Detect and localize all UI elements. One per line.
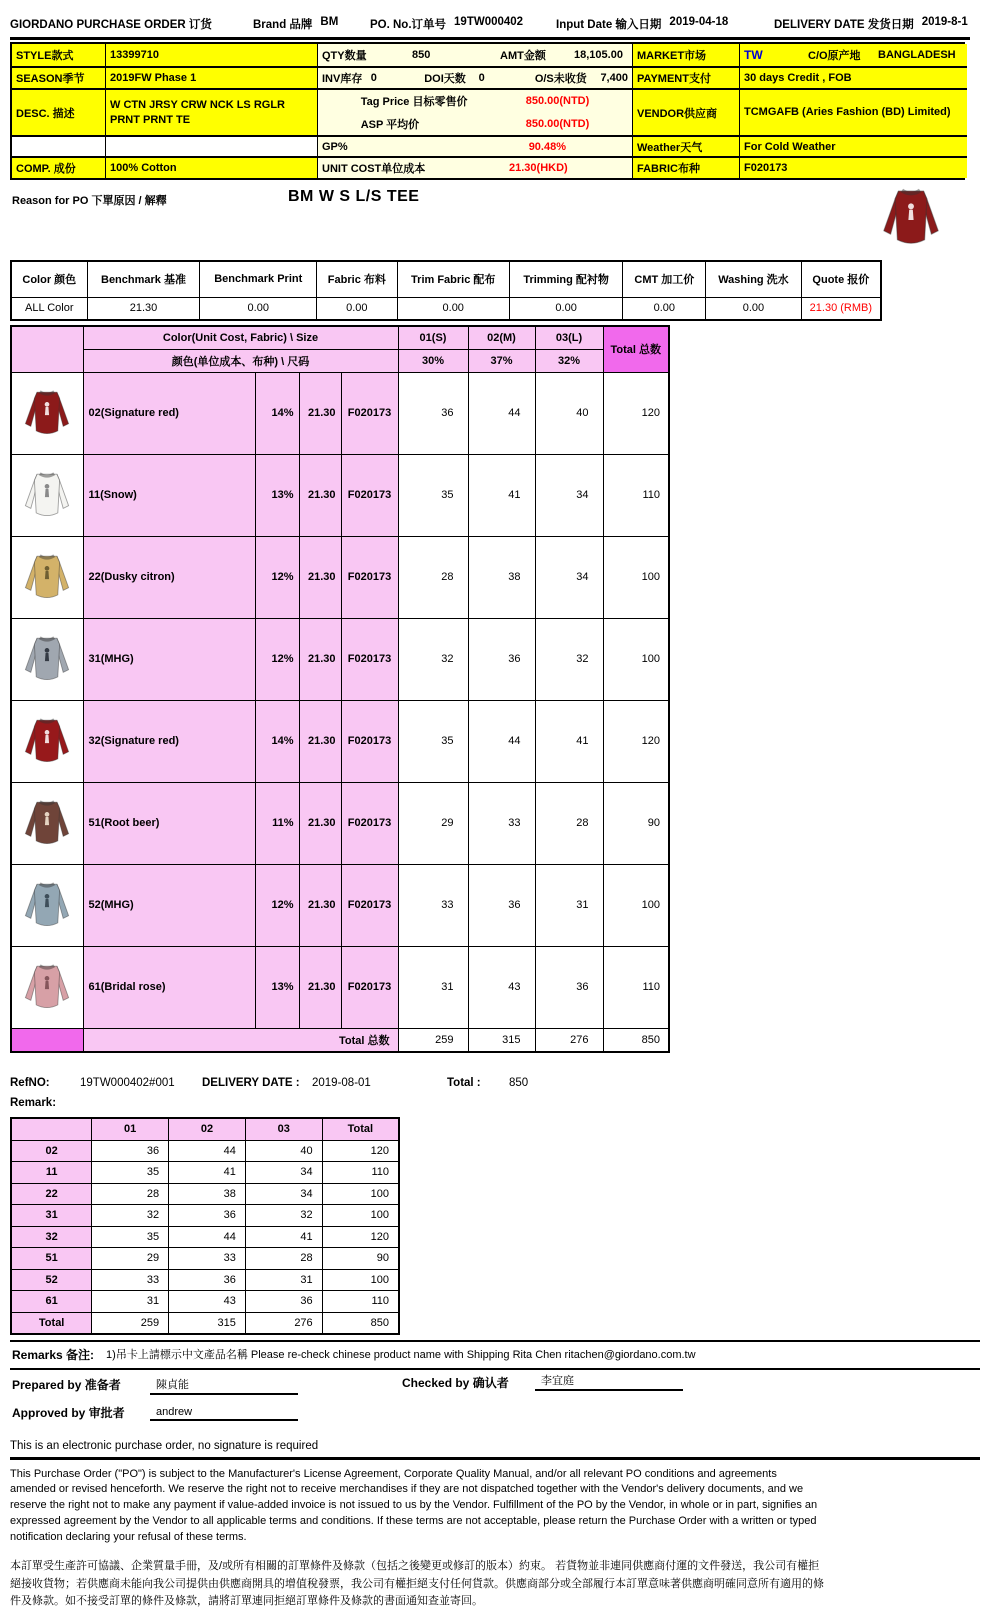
asp-value: 850.00(NTD) (525, 117, 590, 130)
benchmark-value-cell: 0.00 (623, 297, 706, 320)
payment-value: 30 days Credit , FOB (739, 66, 967, 88)
summary-value-cell: 100 (322, 1205, 399, 1227)
summary-value-cell: 41 (169, 1162, 246, 1184)
size-header: 02(M) (468, 326, 535, 349)
po-label: PO. No.订单号 (370, 19, 447, 31)
size-pct: 37% (468, 349, 535, 372)
summary-row (11, 1248, 399, 1270)
doi-label: DOI天数 (424, 73, 466, 85)
summary-value-cell: 28 (245, 1248, 322, 1270)
qty-cell: 32 (398, 618, 468, 700)
shirt-cell (11, 536, 83, 618)
size-header: 01(S) (398, 326, 468, 349)
shirt-image (18, 549, 76, 603)
qty-cell: 35 (398, 700, 468, 782)
unit-cost-cell: 21.30 (299, 536, 341, 618)
qty-cell: 34 (535, 536, 603, 618)
summary-value-cell: 29 (92, 1248, 169, 1270)
order-row (11, 618, 669, 700)
electronic-note: This is an electronic purchase order, no signature is required (10, 1439, 319, 1452)
total-row-label: Total 总数 (83, 1028, 398, 1052)
market-label: MARKET市场 (632, 44, 739, 66)
unit-cost-cell: 21.30 (299, 618, 341, 700)
order-total-row (11, 1028, 669, 1052)
unit-cost-cell: 21.30 (299, 864, 341, 946)
tag-price-value: 850.00(NTD) (525, 95, 590, 108)
remark-label: Remark: (10, 1097, 57, 1109)
summary-value-cell: 33 (169, 1248, 246, 1270)
blank-cell (12, 135, 105, 156)
document-title: GIORDANO PURCHASE ORDER 订货 (10, 19, 212, 31)
unit-cost-cell: 21.30 (299, 372, 341, 454)
summary-value-cell: 110 (322, 1162, 399, 1184)
blank-cell (105, 135, 317, 156)
summary-value-cell: 34 (245, 1162, 322, 1184)
brand-field (253, 16, 370, 32)
summary-row (11, 1312, 399, 1334)
shirt-cell (11, 946, 83, 1028)
summary-value-cell: 34 (245, 1183, 322, 1205)
percent-cell: 12% (255, 618, 299, 700)
delivery-date-label: DELIVERY DATE 发货日期 (774, 19, 914, 31)
percent-cell: 14% (255, 372, 299, 454)
order-row (11, 864, 669, 946)
gp-label: GP% (322, 140, 348, 153)
qty-cell: 40 (535, 372, 603, 454)
title-bar (10, 16, 970, 40)
total-qty-cell: 259 (398, 1028, 468, 1052)
color-name-cell: 31(MHG) (83, 618, 255, 700)
order-row (11, 946, 669, 1028)
qty-cell: 32 (535, 618, 603, 700)
qty-cell: 28 (398, 536, 468, 618)
summary-value-cell: 33 (92, 1269, 169, 1291)
row-total-cell: 120 (603, 700, 669, 782)
summary-row (11, 1183, 399, 1205)
fabric-value: F020173 (739, 156, 967, 178)
shirt-cell (11, 864, 83, 946)
gp-value: 90.48% (528, 140, 566, 153)
benchmark-value-cell: 0.00 (200, 297, 317, 320)
tag-price-label: Tag Price 目标零售价 (360, 96, 468, 109)
order-info-grid (10, 42, 965, 180)
color-size-header-cn: 颜色(单位成本、布种) \ 尺码 (83, 349, 398, 372)
benchmark-value-cell: 0.00 (509, 297, 623, 320)
ref-total-label: Total : (447, 1077, 481, 1089)
summary-value-cell: 44 (169, 1226, 246, 1248)
qty-cell: 41 (468, 454, 535, 536)
benchmark-data-row (11, 297, 881, 320)
qty-cell: 43 (468, 946, 535, 1028)
qty-cell: 31 (535, 864, 603, 946)
shirt-column-header (11, 326, 83, 372)
summary-value-cell: 100 (322, 1269, 399, 1291)
qty-cell: 33 (468, 782, 535, 864)
ref-delivery-value: 2019-08-01 (312, 1077, 371, 1089)
signature-section (10, 1374, 970, 1436)
fabric-code-cell: F020173 (341, 454, 398, 536)
inv-doi-os-cell (317, 66, 632, 88)
summary-value-cell: 100 (322, 1183, 399, 1205)
summary-value-cell: 28 (92, 1183, 169, 1205)
prepared-by-label: Prepared by 准备者 (12, 1377, 121, 1392)
fabric-code-cell: F020173 (341, 864, 398, 946)
order-header-row-1 (11, 326, 669, 349)
shirt-image (874, 182, 948, 250)
summary-code-cell: 32 (11, 1226, 92, 1248)
po-value: 19TW000402 (454, 16, 524, 28)
input-date-field (556, 16, 774, 32)
summary-header-cell: Total (322, 1118, 399, 1140)
benchmark-header-cell: Benchmark Print (200, 261, 317, 297)
input-date-value: 2019-04-18 (669, 16, 729, 28)
style-value: 13399710 (105, 44, 317, 66)
fabric-code-cell: F020173 (341, 536, 398, 618)
shirt-cell (11, 618, 83, 700)
summary-value-cell: 120 (322, 1140, 399, 1162)
summary-value-cell: 110 (322, 1291, 399, 1313)
percent-cell: 13% (255, 946, 299, 1028)
size-pct: 32% (535, 349, 603, 372)
percent-cell: 14% (255, 700, 299, 782)
size-pct: 30% (398, 349, 468, 372)
summary-value-cell: 31 (92, 1291, 169, 1313)
style-label: STYLE款式 (12, 44, 105, 66)
qty-label: QTY数量 (322, 50, 367, 62)
brand-label: Brand 品牌 (253, 19, 313, 31)
vendor-label: VENDOR供应商 (632, 88, 739, 135)
shirt-image (18, 959, 76, 1013)
summary-code-cell: 61 (11, 1291, 92, 1313)
market-value: TW (744, 48, 763, 62)
color-name-cell: 51(Root beer) (83, 782, 255, 864)
summary-code-cell: 22 (11, 1183, 92, 1205)
order-row (11, 372, 669, 454)
fabric-code-cell: F020173 (341, 372, 398, 454)
summary-value-cell: 36 (92, 1140, 169, 1162)
ref-line (10, 1077, 970, 1089)
summary-value-cell: 38 (169, 1183, 246, 1205)
summary-value-cell: 40 (245, 1140, 322, 1162)
vendor-value: TCMGAFB (Aries Fashion (BD) Limited) (739, 88, 967, 135)
benchmark-value-cell: 0.00 (317, 297, 398, 320)
market-co-cell (739, 44, 967, 66)
benchmark-header-cell: Washing 洗水 (706, 261, 802, 297)
shirt-image (18, 795, 76, 849)
summary-code-cell: 51 (11, 1248, 92, 1270)
summary-value-cell: 276 (245, 1312, 322, 1334)
desc-value: W CTN JRSY CRW NCK LS RGLR PRNT PRNT TE (105, 88, 317, 135)
payment-label: PAYMENT支付 (632, 66, 739, 88)
shirt-image (18, 385, 76, 439)
asp-label: ASP 平均价 (360, 118, 420, 131)
benchmark-value-cell: 21.30 (87, 297, 200, 320)
os-value: 7,400 (600, 72, 628, 84)
row-total-cell: 90 (603, 782, 669, 864)
summary-value-cell: 43 (169, 1291, 246, 1313)
tag-asp-cell (317, 88, 632, 135)
summary-value-cell: 120 (322, 1226, 399, 1248)
benchmark-header-row (11, 261, 881, 297)
divider (10, 1457, 980, 1460)
unit-cost-label: UNIT COST单位成本 (322, 163, 426, 175)
row-total-cell: 100 (603, 536, 669, 618)
inv-value: 0 (370, 72, 377, 84)
fabric-code-cell: F020173 (341, 618, 398, 700)
qty-cell: 44 (468, 700, 535, 782)
shirt-image (18, 877, 76, 931)
fabric-label: FABRIC布种 (632, 156, 739, 178)
unit-cost-cell: 21.30 (299, 946, 341, 1028)
summary-value-cell: 41 (245, 1226, 322, 1248)
input-date-label: Input Date 输入日期 (556, 19, 662, 31)
refno-value: 19TW000402#001 (80, 1077, 175, 1089)
qty-cell: 29 (398, 782, 468, 864)
summary-header-cell: 03 (245, 1118, 322, 1140)
checked-by-label: Checked by 确认者 (402, 1375, 509, 1390)
color-name-cell: 02(Signature red) (83, 372, 255, 454)
os-label: O/S未收货 (534, 73, 587, 85)
summary-code-cell: 31 (11, 1205, 92, 1227)
unit-cost-cell: 21.30 (299, 782, 341, 864)
checked-by-name: 李宜庭 (535, 1372, 683, 1391)
qty-cell: 41 (535, 700, 603, 782)
order-row (11, 700, 669, 782)
benchmark-header-cell: Benchmark 基准 (87, 261, 200, 297)
summary-row (11, 1205, 399, 1227)
percent-cell: 11% (255, 782, 299, 864)
percent-cell: 12% (255, 536, 299, 618)
summary-value-cell: 31 (245, 1269, 322, 1291)
summary-row (11, 1226, 399, 1248)
po-number-field (370, 16, 556, 32)
doi-value: 0 (478, 72, 485, 84)
unit-cost-cell: 21.30 (299, 454, 341, 536)
summary-code-cell: Total (11, 1312, 92, 1334)
summary-header-cell: 01 (92, 1118, 169, 1140)
color-name-cell: 22(Dusky citron) (83, 536, 255, 618)
season-label: SEASON季节 (12, 66, 105, 88)
row-total-cell: 100 (603, 864, 669, 946)
benchmark-value-cell: 0.00 (397, 297, 509, 320)
benchmark-table (10, 260, 882, 321)
summary-code-cell: 11 (11, 1162, 92, 1184)
qty-amt-cell (317, 44, 632, 66)
shirt-cell (11, 782, 83, 864)
delivery-date-field (774, 16, 968, 32)
summary-value-cell: 36 (245, 1291, 322, 1313)
summary-row (11, 1162, 399, 1184)
qty-cell: 35 (398, 454, 468, 536)
summary-header-cell: 02 (169, 1118, 246, 1140)
co-value: BANGLADESH (878, 49, 956, 61)
reason-section (10, 184, 970, 258)
prepared-by-name: 陳貞能 (150, 1376, 298, 1395)
row-total-cell: 110 (603, 454, 669, 536)
color-name-cell: 52(MHG) (83, 864, 255, 946)
order-table (10, 325, 670, 1053)
summary-value-cell: 36 (169, 1205, 246, 1227)
summary-value-cell: 32 (245, 1205, 322, 1227)
fabric-code-cell: F020173 (341, 782, 398, 864)
qty-value: 850 (412, 49, 431, 61)
summary-code-cell: 52 (11, 1269, 92, 1291)
color-name-cell: 32(Signature red) (83, 700, 255, 782)
refno-label: RefNO: (10, 1077, 50, 1089)
benchmark-value-cell: 21.30 (RMB) (801, 297, 881, 320)
fabric-code-cell: F020173 (341, 700, 398, 782)
row-total-cell: 100 (603, 618, 669, 700)
weather-label: Weather天气 (632, 135, 739, 156)
summary-value-cell: 850 (322, 1312, 399, 1334)
size-header: 03(L) (535, 326, 603, 349)
summary-value-cell: 90 (322, 1248, 399, 1270)
legal-text-en: This Purchase Order ("PO") is subject to the Manufacturer's License Agreement, Corporate Quality Manual, and/or all relevant PO conditions and agreements amended or revised henceforth. We reserve the right not to receive merchandises if they are not dispatched together with the Vendor's delivery documents, and we reserve the right not to make any payment if value-added invoice is not issued to us by the Vendor. Fulfillment of the PO by the Vendor, in whole or in part, signifies an expressed agreement by the Vendor to all applicable terms and conditions. If these terms are not acceptable, please return the Purchase Order with a written or typed notification declaring your refusal of these terms. (10, 1467, 818, 1544)
summary-value-cell: 35 (92, 1226, 169, 1248)
color-size-header: Color(Unit Cost, Fabric) \ Size (83, 326, 398, 349)
summary-value-cell: 36 (169, 1269, 246, 1291)
fabric-code-cell: F020173 (341, 946, 398, 1028)
benchmark-header-cell: Color 颜色 (11, 261, 87, 297)
benchmark-value-cell: ALL Color (11, 297, 87, 320)
legal-text-cn: 本訂單受生產許可協議、企業質量手冊，及/或所有相關的訂單條件及條款（包括之後變更或修訂的版本）約束。 若貨物並非連同供應商付運的文件發送，我公司有權拒絕接收貨物；若供應商未能向我公司提供由供應商開具的增值稅發票，我公司有權拒絕支付任何貨款。供應商部分或全部履行本訂單意味著供應商明確同意所有適用的條件及條款。如不接受訂單的條件及條款，請將訂單連同拒絕訂單條件及條款的書面通知查並寄回。 (10, 1560, 824, 1608)
comp-value: 100% Cotton (105, 156, 317, 178)
remarks-section (10, 1340, 980, 1370)
reason-label: Reason for PO 下單原因 / 解釋 (12, 195, 167, 207)
benchmark-header-cell: CMT 加工价 (623, 261, 706, 297)
weather-value: For Cold Weather (739, 135, 967, 156)
total-qty-cell: 276 (535, 1028, 603, 1052)
qty-cell: 36 (535, 946, 603, 1028)
ref-total-value: 850 (509, 1077, 529, 1089)
benchmark-value-cell: 0.00 (706, 297, 802, 320)
summary-row (11, 1140, 399, 1162)
qty-cell: 34 (535, 454, 603, 536)
summary-value-cell: 44 (169, 1140, 246, 1162)
shirt-cell (11, 372, 83, 454)
summary-header-row (11, 1118, 399, 1140)
order-row (11, 536, 669, 618)
shirt-cell (11, 454, 83, 536)
qty-cell: 38 (468, 536, 535, 618)
product-image (874, 182, 948, 253)
remarks-label: Remarks 备注: (12, 1347, 95, 1362)
unit-cost-cell (317, 156, 632, 178)
qty-cell: 33 (398, 864, 468, 946)
benchmark-header-cell: Trimming 配衬物 (509, 261, 623, 297)
comp-label: COMP. 成份 (12, 156, 105, 178)
summary-header-cell (11, 1118, 92, 1140)
summary-table (10, 1117, 400, 1335)
qty-cell: 36 (468, 618, 535, 700)
shirt-image (18, 713, 76, 767)
co-label: C/O原产地 (808, 50, 861, 62)
desc-label: DESC. 描述 (12, 88, 105, 135)
amt-value: 18,105.00 (574, 49, 623, 61)
qty-cell: 36 (398, 372, 468, 454)
shirt-cell (11, 700, 83, 782)
summary-value-cell: 35 (92, 1162, 169, 1184)
summary-row (11, 1291, 399, 1313)
percent-cell: 13% (255, 454, 299, 536)
order-row (11, 454, 669, 536)
product-title: BM W S L/S TEE (288, 188, 420, 205)
approved-by-name: andrew (150, 1406, 298, 1421)
qty-cell: 36 (468, 864, 535, 946)
total-column-header: Total 总数 (603, 326, 669, 372)
grand-total-cell: 850 (603, 1028, 669, 1052)
brand-value: BM (320, 16, 339, 28)
benchmark-header-cell: Quote 报价 (801, 261, 881, 297)
ref-delivery-label: DELIVERY DATE : (202, 1077, 300, 1089)
summary-code-cell: 02 (11, 1140, 92, 1162)
color-name-cell: 61(Bridal rose) (83, 946, 255, 1028)
row-total-cell: 120 (603, 372, 669, 454)
total-row-corner (11, 1028, 83, 1052)
qty-cell: 28 (535, 782, 603, 864)
summary-value-cell: 259 (92, 1312, 169, 1334)
benchmark-header-cell: Fabric 布料 (317, 261, 398, 297)
summary-value-cell: 315 (169, 1312, 246, 1334)
unit-cost-value: 21.30(HKD) (509, 162, 568, 174)
delivery-date-value: 2019-8-1 (921, 16, 968, 28)
inv-label: INV库存 (322, 73, 363, 85)
shirt-image (18, 631, 76, 685)
qty-cell: 31 (398, 946, 468, 1028)
shirt-image (18, 467, 76, 521)
approved-by-label: Approved by 审批者 (12, 1405, 125, 1420)
amt-label: AMT金额 (500, 50, 546, 62)
gp-cell (317, 135, 632, 156)
color-name-cell: 11(Snow) (83, 454, 255, 536)
benchmark-header-cell: Trim Fabric 配布 (397, 261, 509, 297)
order-header-row-2 (11, 349, 669, 372)
unit-cost-cell: 21.30 (299, 700, 341, 782)
summary-value-cell: 32 (92, 1205, 169, 1227)
season-value: 2019FW Phase 1 (105, 66, 317, 88)
percent-cell: 12% (255, 864, 299, 946)
qty-cell: 44 (468, 372, 535, 454)
remarks-text: 1)吊卡上請標示中文產品名稱 Please re-check chinese product name with Shipping Rita Chen ritachen@giordano.com.tw (106, 1348, 696, 1361)
row-total-cell: 110 (603, 946, 669, 1028)
order-row (11, 782, 669, 864)
total-qty-cell: 315 (468, 1028, 535, 1052)
summary-row (11, 1269, 399, 1291)
